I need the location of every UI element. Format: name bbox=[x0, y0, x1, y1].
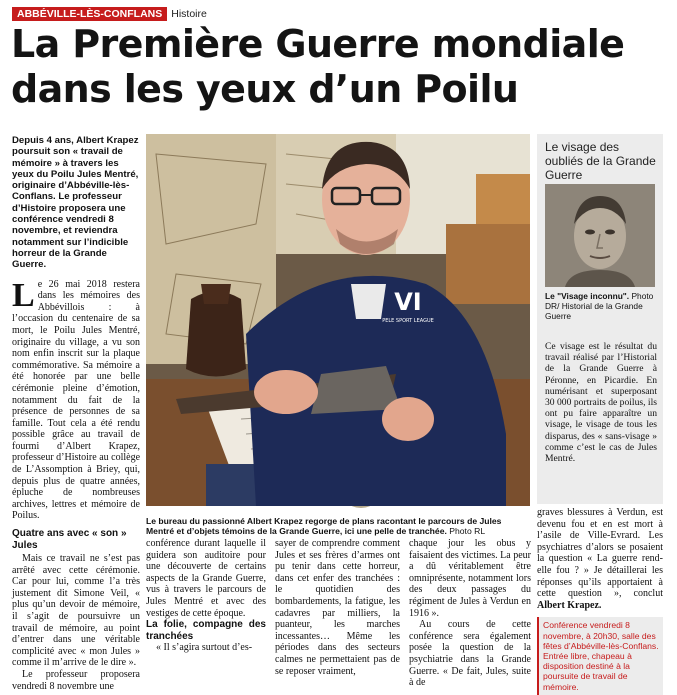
col4-paragraph-1: chaque jour les obus y faisaient des victimes. La peur a dû véritablement être omniprésente, notamment lors des deux passages du régiment de Jules à Verdun en 1916 ». bbox=[409, 538, 531, 619]
headline: La Première Guerre mondiale dans les yeux d’un Poilu bbox=[11, 22, 625, 111]
photo-credit: Photo RL bbox=[449, 526, 486, 536]
rubric-label: Histoire bbox=[171, 8, 207, 20]
unknown-face-portrait bbox=[545, 184, 655, 287]
portrait-caption bbox=[545, 291, 657, 321]
portrait-illustration bbox=[545, 184, 655, 287]
body-paragraph-2: Mais ce travail ne s’est pas arrêté avec cette cérémonie. Car pour lui, comme l’a très justement dit Simone Veil, « plus qu’un devoir de mémoire, il s’agit de poursuivre un travail de mémoire, au point d’entrer dans une véritable complicité avec « mon Jules » comme il m’arrive de le dire ». bbox=[12, 553, 140, 669]
shirt-logo-sub: PELE SPORT LEAGUE bbox=[382, 318, 434, 324]
author-name: Albert Krapez. bbox=[537, 599, 602, 611]
col4-paragraph-2: Au cours de cette conférence sera également posée la question de la psychiatrie dans la Grande Guerre. « De fait, Jules, suite à de bbox=[409, 619, 531, 689]
column-3 bbox=[275, 538, 400, 677]
main-photo bbox=[146, 134, 530, 506]
shirt-logo: VI bbox=[394, 288, 422, 316]
photo-caption bbox=[146, 516, 530, 537]
sidebar-title: Le visage des oubliés de la Grande Guerre bbox=[545, 140, 656, 182]
event-info-box: Conférence vendredi 8 novembre, à 20h30, salle des fêtes d’Abbéville-lès-Conflans. Entrée libre, chapeau à disposition destiné à la poursuite de travail de mémoire. bbox=[537, 617, 663, 694]
lead-paragraph: Depuis 4 ans, Albert Krapez poursuit son « travail de mémoire » à travers les yeux du Poilu Jules Mentré, originaire d’Abbéville-lès-Conflans. Le professeur d’Histoire proposera une conférence vendredi 8 novembre, et reviendra notamment sur l’indicible horreur de la Grande Guerre. bbox=[12, 135, 139, 271]
col5-paragraph-text: graves blessures à Verdun, est devenu fou et en est mort à l’asile de Ville-Evrard. Les psychiatres d’alors se posaient la question « La guerre rend-elle fou ? » Je détaillerai les réponses qu’ils apportaient à cette question », conclut bbox=[537, 507, 663, 600]
article-header bbox=[12, 7, 207, 21]
column-4 bbox=[409, 538, 531, 689]
body-paragraph-3: Le professeur proposera vendredi 8 novembre une bbox=[12, 668, 140, 692]
column-1 bbox=[12, 135, 140, 692]
portrait-credit: Photo DR/ Historial de la Grande Guerre bbox=[545, 291, 654, 321]
dropcap: L bbox=[12, 276, 35, 314]
portrait-caption-title: Le "Visage inconnu". bbox=[545, 291, 630, 301]
column-5 bbox=[537, 507, 663, 695]
col2-paragraph-2: « Il s’agira surtout d’es- bbox=[156, 642, 253, 654]
col3-paragraph-1: sayer de comprendre comment Jules et ses frères d’armes ont pu tenir dans cette horreur, dans cet enfer des tranchées : le quotidien des bombardements, la fatigue, les cadavres par milliers, la puanteur, les marches incessantes… Même les périodes dans des secteurs calmes ne permettaient pas de se reposer vraiment, bbox=[275, 538, 400, 677]
location-tag: ABBÉVILLE-LÈS-CONFLANS bbox=[12, 7, 167, 21]
body-paragraph-1-text: e 26 mai 2018 restera dans les mémoires des Abbévillois : à l’occasion du centenaire de sa mort, le Poilu Jules Mentré, originaire du village, a vu son nom enfin inscrit sur la plaque commémorative. Sa mémoire a été honorée par une belle cérémonie pleine d’émotion, notamment du fait de la présence de personnes de sa famille. Tout cela a été rendu possible grâce au travail de fourmi d’Albert Krapez, professeur d’Histoire au collège de L’Assomption à Briey, qui, depuis plus de quatre années, épluche de nombreuses archives, lettres et mémoire de Poilus. bbox=[12, 278, 141, 522]
photo-caption-text: Le bureau du passionné Albert Krapez regorge de plans racontant le parcours de Jules Mentré et d’objets témoins de la Grande Guerre, ici une pelle de tranchée. bbox=[146, 515, 502, 536]
photo-illustration bbox=[146, 134, 530, 506]
subhead-1: Quatre ans avec « son » Jules bbox=[12, 528, 127, 551]
column-2 bbox=[146, 538, 266, 654]
sidebar-box bbox=[537, 134, 663, 504]
col2-paragraph-1: conférence durant laquelle il guidera son auditoire pour une découverte de certains aspects de la Grande Guerre, vus à travers le parcours de Jules Mentré et avec des vestiges de cette époque. bbox=[146, 538, 266, 619]
sidebar-body: Ce visage est le résultat du travail réalisé par l’Historial de la Grande Guerre à Péronne, en Picardie. En numérisant et superposant 30 000 portraits de poilus, ils ont pu faire apparaître un visage, le visage de tous les disparus, des « sans-visage » comme c’est le cas de Jules Mentré. bbox=[545, 341, 657, 465]
col5-paragraph-1 bbox=[537, 507, 663, 611]
subhead-2: La folie, compagne des tranchées bbox=[146, 619, 266, 642]
body-paragraph-1 bbox=[12, 276, 141, 522]
